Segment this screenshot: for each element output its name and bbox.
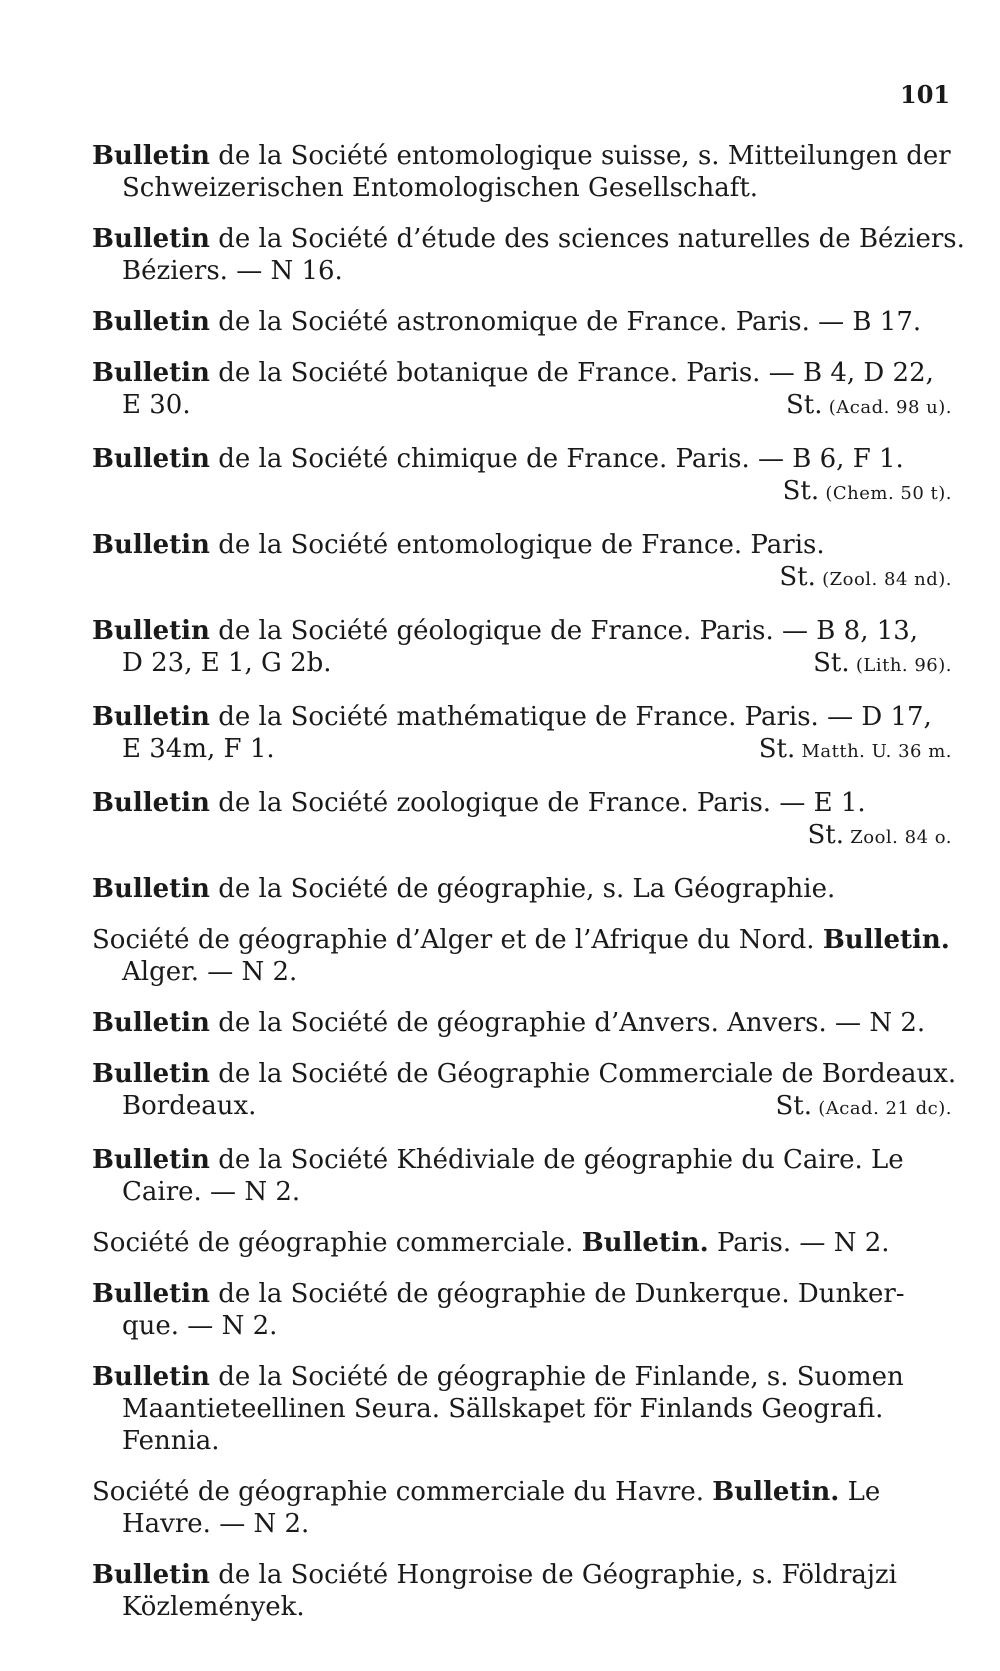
bibliography-entry <box>92 1144 952 1208</box>
entry-text: Bordeaux. <box>122 1091 257 1121</box>
entry-text: de la Société de géographie de Dunkerque. Dunker- <box>209 1279 905 1309</box>
entry-line-text <box>122 255 343 287</box>
entry-line <box>92 873 952 905</box>
entry-line-text <box>122 1591 305 1623</box>
entry-text: Maantieteellinen Seura. Sällskapet för Finlands Geografi. <box>122 1394 884 1424</box>
entry-text: D 23, E 1, G 2b. <box>122 648 332 678</box>
bibliography-entry <box>92 787 952 854</box>
entry-text: de la Société de géographie d’Anvers. Anvers. — N 2. <box>209 1008 926 1038</box>
shelf-mark-prefix: St. <box>779 562 816 592</box>
shelf-mark <box>779 561 952 596</box>
bibliography-entry <box>92 1227 952 1259</box>
shelf-mark-code: (Acad. 21 dc). <box>812 1098 952 1119</box>
bibliography-list <box>92 140 965 1642</box>
entry-text: de la Société botanique de France. Paris. — B 4, D 22, <box>209 358 934 388</box>
entry-line <box>92 1508 952 1540</box>
shelf-mark-prefix: St. <box>782 476 820 506</box>
shelf-mark-prefix: St. <box>758 734 796 764</box>
entry-title-keyword: Bulletin <box>92 616 210 646</box>
entry-line <box>92 255 952 287</box>
entry-line-text <box>122 172 758 204</box>
shelf-mark-prefix: St. <box>813 648 850 678</box>
entry-text: Paris. — N 2. <box>708 1228 890 1258</box>
entry-line-text <box>92 701 932 733</box>
entry-text: de la Société d’étude des sciences naturelles de Béziers. <box>209 224 965 254</box>
bibliography-entry <box>92 529 952 596</box>
entry-line-text <box>92 615 918 647</box>
entry-line-text <box>92 1559 897 1591</box>
entry-line <box>92 956 952 988</box>
entry-text: Havre. — N 2. <box>122 1509 310 1539</box>
bibliography-entry <box>92 873 952 905</box>
bibliography-entry <box>92 1007 952 1039</box>
shelf-mark-prefix: St. <box>807 820 845 850</box>
entry-line-text <box>92 529 825 561</box>
entry-line <box>92 787 952 819</box>
bibliography-entry <box>92 1278 952 1342</box>
shelf-mark <box>807 819 952 854</box>
entry-text: que. — N 2. <box>122 1311 278 1341</box>
entry-line <box>92 223 965 255</box>
entry-title-keyword: Bulletin <box>92 358 210 388</box>
bibliography-entry <box>92 615 952 682</box>
entry-line <box>92 561 952 596</box>
shelf-mark-code: Zool. 84 o. <box>844 827 952 848</box>
entry-title-keyword: Bulletin <box>92 444 210 474</box>
entry-text: Schweizerischen Entomologischen Gesellschaft. <box>122 173 759 203</box>
entry-line <box>92 924 952 956</box>
entry-line <box>92 389 952 424</box>
entry-text: de la Société entomologique suisse, s. Mitteilungen der <box>209 141 951 171</box>
entry-text: de la Société zoologique de France. Paris. — E 1. <box>209 788 866 818</box>
entry-line-text <box>92 1007 925 1039</box>
entry-text: de la Société de géographie, s. La Géographie. <box>209 874 836 904</box>
entry-line <box>92 1361 952 1393</box>
shelf-mark-code: Matth. U. 36 m. <box>795 741 952 762</box>
entry-text: de la Société de géographie de Finlande, s. Suomen <box>209 1362 904 1392</box>
entry-line <box>92 357 952 389</box>
entry-line <box>92 306 952 338</box>
entry-line <box>92 1227 952 1259</box>
entry-text: Société de géographie commerciale du Havre. <box>92 1477 713 1507</box>
shelf-mark-prefix: St. <box>785 390 823 420</box>
entry-text: de la Société de Géographie Commerciale de Bordeaux. <box>209 1059 957 1089</box>
entry-line <box>92 1278 952 1310</box>
entry-line <box>92 733 952 768</box>
entry-line-text <box>92 924 950 956</box>
entry-title-keyword: Bulletin. <box>822 925 950 955</box>
entry-text: E 30. <box>122 390 191 420</box>
entry-text: de la Société astronomique de France. Paris. — B 17. <box>209 307 922 337</box>
bibliography-entry <box>92 306 952 338</box>
entry-line <box>92 647 952 682</box>
entry-text: de la Société géologique de France. Paris. — B 8, 13, <box>209 616 919 646</box>
bibliography-entry <box>92 140 952 204</box>
shelf-mark-code: (Acad. 98 u). <box>822 397 952 418</box>
entry-title-keyword: Bulletin <box>92 1059 210 1089</box>
bibliography-entry <box>92 701 952 768</box>
entry-line <box>92 1058 957 1090</box>
entry-text: de la Société entomologique de France. Paris. <box>209 530 825 560</box>
entry-line-text <box>92 357 934 389</box>
entry-line-text <box>92 1058 956 1090</box>
entry-line <box>92 140 952 172</box>
shelf-mark-code: (Chem. 50 t). <box>819 483 952 504</box>
entry-line-text <box>92 1361 904 1393</box>
entry-text: de la Société Khédiviale de géographie du Caire. Le <box>209 1145 904 1175</box>
entry-line <box>92 1591 952 1623</box>
entry-line <box>92 443 952 475</box>
bibliography-entry <box>92 1476 952 1540</box>
entry-line-text <box>122 733 275 768</box>
entry-line <box>92 172 952 204</box>
page-number: 101 <box>900 80 951 109</box>
shelf-mark <box>786 389 952 424</box>
entry-title-keyword: Bulletin. <box>712 1477 840 1507</box>
entry-line-text <box>122 1176 300 1208</box>
entry-line-text <box>92 306 921 338</box>
bibliography-entry <box>92 1058 957 1125</box>
entry-line <box>92 1176 952 1208</box>
entry-line <box>92 1393 952 1425</box>
shelf-mark <box>775 1090 952 1125</box>
entry-text: Le <box>839 1477 881 1507</box>
entry-line-text <box>92 1144 904 1176</box>
entry-line-text <box>122 389 191 424</box>
entry-line-text <box>122 1393 883 1425</box>
entry-text: Société de géographie d’Alger et de l’Afrique du Nord. <box>92 925 823 955</box>
entry-text: E 34m, F 1. <box>122 734 275 764</box>
entry-title-keyword: Bulletin <box>92 874 210 904</box>
entry-line <box>92 1559 952 1591</box>
entry-line <box>92 615 952 647</box>
entry-text: de la Société Hongroise de Géographie, s. Földrajzi <box>209 1560 897 1590</box>
shelf-mark <box>759 733 952 768</box>
entry-text: Société de géographie commerciale. <box>92 1228 582 1258</box>
bibliography-entry <box>92 443 952 510</box>
entry-title-keyword: Bulletin <box>92 1560 210 1590</box>
entry-text: de la Société mathématique de France. Paris. — D 17, <box>209 702 932 732</box>
shelf-mark-code: (Zool. 84 nd). <box>815 569 952 590</box>
shelf-mark-prefix: St. <box>775 1091 812 1121</box>
entry-line-text <box>92 223 965 255</box>
entry-line-text <box>122 1425 220 1457</box>
entry-line-text <box>92 1476 880 1508</box>
entry-title-keyword: Bulletin <box>92 1279 210 1309</box>
entry-title-keyword: Bulletin <box>92 702 210 732</box>
entry-line <box>92 1090 952 1125</box>
entry-title-keyword: Bulletin <box>92 1008 210 1038</box>
entry-line-text <box>92 140 951 172</box>
entry-line <box>92 701 952 733</box>
bibliography-entry <box>92 1559 952 1623</box>
entry-title-keyword: Bulletin <box>92 141 210 171</box>
entry-title-keyword: Bulletin <box>92 307 210 337</box>
entry-line-text <box>92 873 835 905</box>
entry-line <box>92 1007 952 1039</box>
entry-line <box>92 475 952 510</box>
entry-line-text <box>122 1090 256 1125</box>
shelf-mark <box>783 475 952 510</box>
entry-line-text <box>92 787 866 819</box>
entry-title-keyword: Bulletin. <box>581 1228 709 1258</box>
entry-title-keyword: Bulletin <box>92 1362 210 1392</box>
entry-line <box>92 1144 952 1176</box>
entry-line-text <box>92 443 904 475</box>
entry-line-text <box>122 647 332 682</box>
bibliography-entry <box>92 924 952 988</box>
entry-line-text <box>122 1508 309 1540</box>
entry-text: Fennia. <box>122 1426 220 1456</box>
entry-title-keyword: Bulletin <box>92 1145 210 1175</box>
shelf-mark <box>813 647 952 682</box>
entry-text: Közlemények. <box>122 1592 305 1622</box>
entry-text: Alger. — N 2. <box>122 957 298 987</box>
entry-text: de la Société chimique de France. Paris. — B 6, F 1. <box>209 444 904 474</box>
shelf-mark-code: (Lith. 96). <box>849 655 952 676</box>
bibliography-entry <box>92 1361 952 1457</box>
entry-title-keyword: Bulletin <box>92 788 210 818</box>
entry-title-keyword: Bulletin <box>92 530 210 560</box>
entry-line <box>92 819 952 854</box>
bibliography-entry <box>92 223 965 287</box>
entry-line-text <box>92 1278 905 1310</box>
entry-line <box>92 1425 952 1457</box>
entry-line <box>92 1476 952 1508</box>
entry-text: Caire. — N 2. <box>122 1177 301 1207</box>
entry-line <box>92 529 952 561</box>
bibliography-entry <box>92 357 952 424</box>
entry-line-text <box>122 1310 277 1342</box>
entry-text: Béziers. — N 16. <box>122 256 343 286</box>
entry-title-keyword: Bulletin <box>92 224 210 254</box>
entry-line-text <box>122 956 297 988</box>
entry-line-text <box>92 1227 890 1259</box>
entry-line <box>92 1310 952 1342</box>
